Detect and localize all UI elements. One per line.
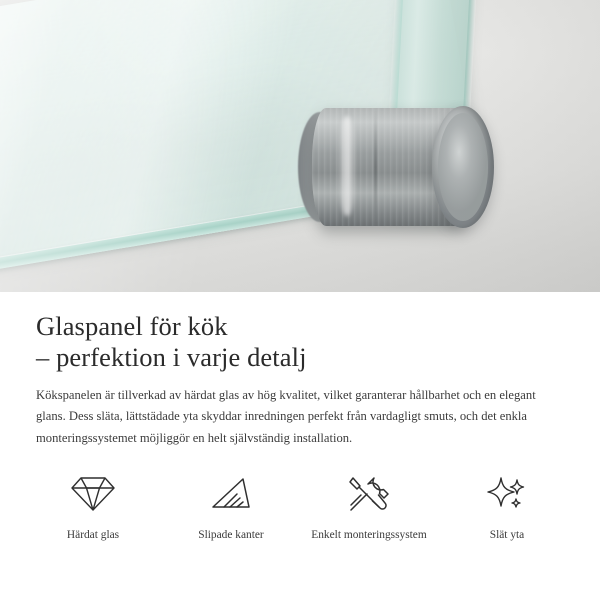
stainless-standoff-mount: [286, 106, 491, 228]
feature-label: Enkelt monteringssystem: [311, 529, 427, 541]
page-title: [36, 311, 566, 373]
standoff-highlight: [338, 116, 356, 216]
feature-item-smooth-surface: [438, 474, 576, 542]
polished-edges-icon: [162, 474, 300, 514]
standoff-cap-rim: [438, 113, 488, 221]
content-area: [0, 292, 600, 600]
description-paragraph: Kökspanelen är tillverkad av härdat glas av hög kvalitet, vilket garanterar hållbarhet och en elegant glans. Dess släta, lättstädade yta skyddar inredningen perfekt från vardagligt smuts, och det enkla monteringssystemet möjliggör en helt självständig installation.: [36, 387, 536, 445]
headline-line-1: Glaspanel för kök: [36, 310, 228, 341]
diamond-icon: [24, 474, 162, 514]
feature-label: Slipade kanter: [198, 529, 264, 541]
feature-item-tempered-glass: [24, 474, 162, 542]
hero-photo: [0, 0, 600, 292]
tools-icon: [300, 474, 438, 514]
feature-label: Härdat glas: [66, 529, 120, 541]
feature-label: Slät yta: [489, 529, 525, 541]
feature-list: [24, 474, 576, 542]
feature-item-polished-edges: [162, 474, 300, 542]
headline-line-2: – perfektion i varje detalj: [36, 341, 307, 372]
standoff-seam: [374, 110, 377, 224]
feature-item-mounting-system: [300, 474, 438, 542]
sparkle-icon: [438, 474, 576, 514]
